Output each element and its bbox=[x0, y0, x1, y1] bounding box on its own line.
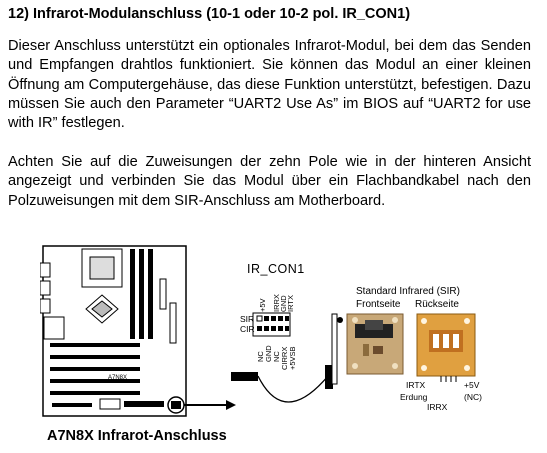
pin-label-cirrx: CIRRX bbox=[280, 346, 289, 370]
motherboard-diagram bbox=[40, 243, 240, 425]
section-heading: 12) Infrarot-Modulanschluss (10-1 oder 10-2 pol. IR_CON1) bbox=[8, 6, 411, 22]
pin-label-irrx: IRRX bbox=[272, 294, 281, 312]
pin-label-gnd-2: GND bbox=[264, 345, 273, 362]
board-model-label: A7N8X bbox=[108, 375, 128, 381]
paragraph-description: Dieser Anschluss unterstützt ein optionales Infrarot-Modul, bei dem das Senden und Empfangen drahtlos funktioniert. Sie können das Modul an einer kleinen Öffnung am Computergehäuse, das diese Funktion unterstützt, befestigen. Dazu müssen Sie auch den Parameter “UART2 Use As” im BIOS auf “UART2 for use with IR” festlegen. bbox=[8, 38, 531, 132]
label-5v: +5V bbox=[464, 380, 480, 390]
sir-label: SIR bbox=[240, 314, 255, 324]
pin-label-irtx: IRTX bbox=[286, 295, 295, 312]
label-irrx: IRRX bbox=[427, 402, 448, 412]
pin-label-nc-2: NC bbox=[272, 351, 281, 362]
connector-title: IR_CON1 bbox=[247, 262, 305, 276]
pin-label-nc: NC bbox=[256, 351, 265, 362]
label-irtx: IRTX bbox=[406, 380, 426, 390]
pin-label-5v: +5V bbox=[258, 298, 267, 312]
back-side-label: Rückseite bbox=[415, 299, 459, 310]
pin-label-gnd: GND bbox=[279, 295, 288, 312]
front-side-label: Frontseite bbox=[356, 299, 401, 310]
paragraph-instructions: Achten Sie auf die Zuweisungen der zehn Pole wie in der hinteren Ansicht angezeigt und verbinden Sie das Modul über ein Flachbandkabel nach den Polzuweisungen mit dem SIR-Anschluss am Motherboard. bbox=[8, 154, 531, 209]
ribbon-cable bbox=[228, 310, 358, 410]
module-title: Standard Infrared (SIR) bbox=[356, 286, 460, 297]
label-nc: (NC) bbox=[464, 392, 482, 402]
ir-module-images bbox=[345, 312, 485, 382]
label-erdung: Erdung bbox=[400, 392, 428, 402]
figure-caption: A7N8X Infrarot-Anschluss bbox=[47, 428, 227, 444]
pin-label-5vsb: +5VSB bbox=[288, 346, 297, 370]
cir-label: CIR bbox=[240, 324, 255, 334]
